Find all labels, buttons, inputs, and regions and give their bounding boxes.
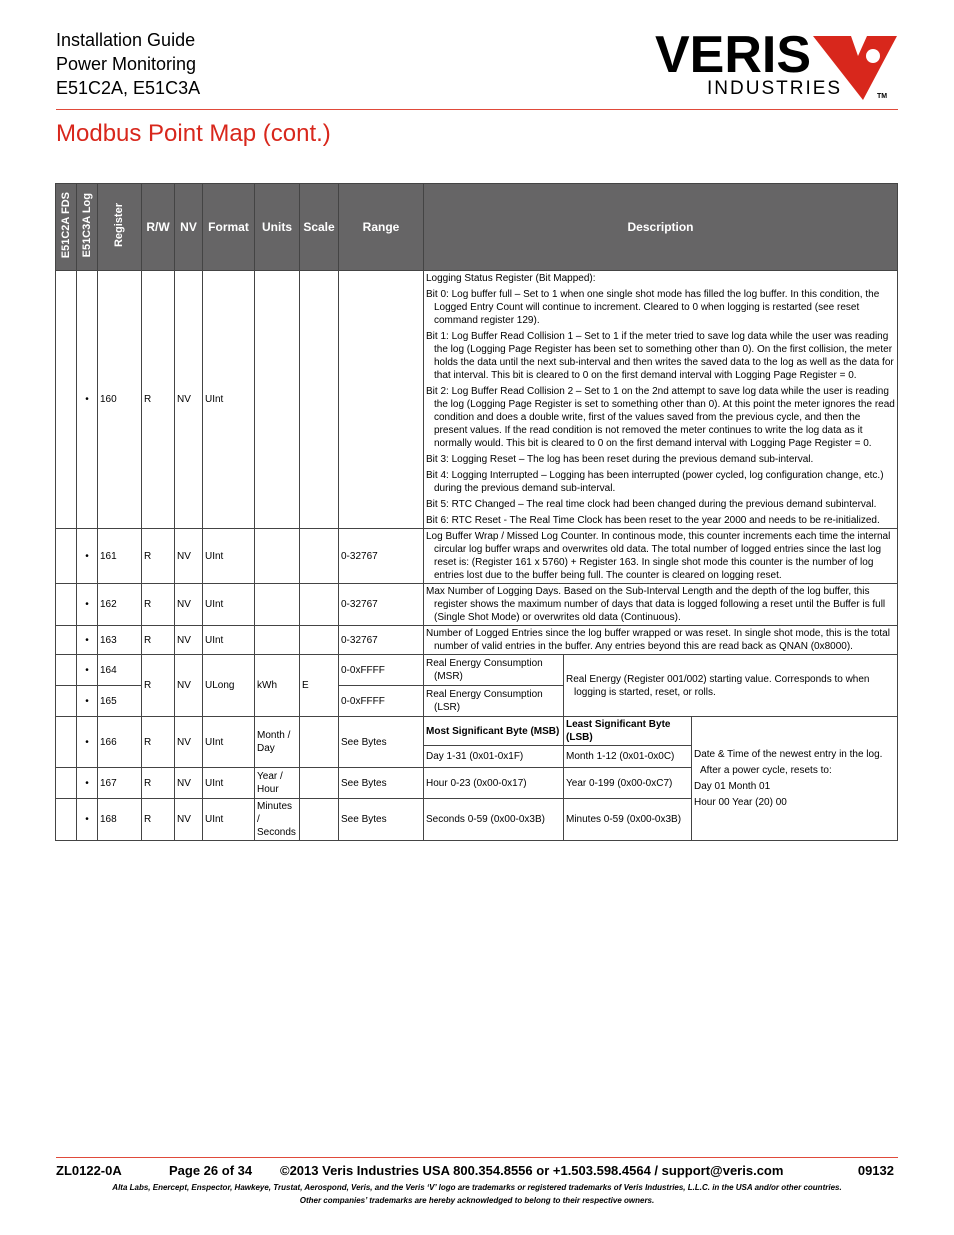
format-cell: ULong (203, 655, 255, 717)
description-cell: Real Energy Consumption (MSR) (424, 655, 564, 686)
col-header-format: Format (203, 184, 255, 271)
range-cell: 0-32767 (339, 626, 424, 655)
rw-cell: R (142, 584, 175, 626)
desc-line: Bit 6: RTC Reset - The Real Time Clock has been reset to the year 2000 and needs to be re-initialized. (426, 515, 880, 526)
col-header-units: Units (255, 184, 300, 271)
register-cell: 167 (98, 768, 142, 799)
range-cell: 0-0xFFFF (339, 655, 424, 686)
doc-number: ZL0122-0A (56, 1163, 122, 1178)
rw-cell: R (142, 799, 175, 841)
format-cell: UInt (203, 271, 255, 529)
log-marker: • (77, 686, 98, 717)
table-row (56, 655, 898, 686)
table-row (56, 717, 898, 746)
log-marker: • (77, 529, 98, 584)
msb-cell: Hour 0-23 (0x00-0x17) (424, 768, 564, 799)
units-cell: Month / Day (255, 717, 300, 768)
nv-cell: NV (175, 799, 203, 841)
modbus-point-map-table (55, 183, 898, 841)
rw-cell: R (142, 529, 175, 584)
col-header-nv: NV (175, 184, 203, 271)
register-cell: 168 (98, 799, 142, 841)
nv-cell: NV (175, 529, 203, 584)
register-cell: 162 (98, 584, 142, 626)
log-marker: • (77, 626, 98, 655)
description-cell: Real Energy (Register 001/002) starting value. Corresponds to when logging is started, reset, or rolls. (564, 655, 898, 717)
nv-cell: NV (175, 271, 203, 529)
register-cell: 164 (98, 655, 142, 686)
header-line-2: Power Monitoring (56, 54, 197, 74)
msb-cell: Seconds 0-59 (0x00-0x3B) (424, 799, 564, 841)
msb-cell: Day 1-31 (0x01-0x1F) (424, 746, 564, 768)
format-cell: UInt (203, 626, 255, 655)
nv-cell: NV (175, 655, 203, 717)
logo-v-dot (866, 49, 880, 63)
page-number: Page 26 of 34 (169, 1163, 253, 1178)
register-cell: 166 (98, 717, 142, 768)
trademark-notice-2: Other companies’ trademarks are hereby acknowledged to belong to their respective owners. (299, 1196, 655, 1205)
table-header-row (56, 184, 898, 271)
col-header-log: E51C3A Log (80, 193, 93, 258)
range-cell: See Bytes (339, 768, 424, 799)
lsb-cell: Minutes 0-59 (0x00-0x3B) (564, 799, 692, 841)
logo-wordmark: VERIS (655, 28, 812, 84)
header-line-3: E51C2A, E51C3A (56, 78, 201, 98)
rw-cell: R (142, 717, 175, 768)
header-divider (56, 109, 898, 110)
nv-cell: NV (175, 717, 203, 768)
description-cell: Real Energy Consumption (LSR) (424, 686, 564, 717)
units-cell: Minutes / Seconds (255, 799, 300, 841)
col-header-register: Register (113, 203, 125, 248)
log-marker: • (77, 768, 98, 799)
rw-cell: R (142, 655, 175, 717)
footer-divider (56, 1157, 898, 1158)
logo-subtext: INDUSTRIES (707, 78, 843, 99)
header-line-1: Installation Guide (56, 30, 196, 50)
rw-cell: R (142, 271, 175, 529)
register-cell: 163 (98, 626, 142, 655)
range-cell: See Bytes (339, 799, 424, 841)
rw-cell: R (142, 626, 175, 655)
register-cell: 165 (98, 686, 142, 717)
desc-line: Bit 4: Logging Interrupted – Logging has been interrupted (power cycled, log configuration change, etc.) during the previous demand sub-interval. (426, 470, 884, 494)
scale-cell: E (300, 655, 339, 717)
contact-info: ©2013 Veris Industries USA 800.354.8556 or +1.503.598.4564 / support@veris.com (280, 1163, 784, 1178)
lsb-header: Least Significant Byte (LSB) (564, 717, 692, 746)
range-cell: 0-32767 (339, 584, 424, 626)
log-marker: • (77, 799, 98, 841)
desc-line: Bit 5: RTC Changed – The real time clock had been changed during the previous demand subinterval. (426, 499, 877, 510)
trademark-notice: Alta Labs, Enercept, Enspector, Hawkeye, Trustat, Aerospond, Veris, and the Veris ‘V’ logo are trademarks or registered trademarks of Veris Industries, L.L.C. in the USA and/or other countries. (112, 1183, 842, 1192)
msb-header: Most Significant Byte (MSB) (424, 717, 564, 746)
page-title: Modbus Point Map (cont.) (56, 120, 331, 147)
log-marker: • (77, 584, 98, 626)
document-header (56, 28, 200, 100)
log-marker: • (77, 655, 98, 686)
col-header-scale: Scale (300, 184, 339, 271)
col-header-fds: E51C2A FDS (59, 192, 72, 259)
format-cell: UInt (203, 529, 255, 584)
table-row (56, 626, 898, 655)
register-cell: 160 (98, 271, 142, 529)
format-cell: UInt (203, 799, 255, 841)
desc-line: Bit 3: Logging Reset – The log has been reset during the previous demand sub-interval. (426, 454, 814, 465)
lsb-cell: Month 1-12 (0x01-0x0C) (564, 746, 692, 768)
col-header-rw: R/W (142, 184, 175, 271)
log-marker: • (77, 717, 98, 768)
format-cell: UInt (203, 717, 255, 768)
col-header-description: Description (424, 184, 898, 271)
range-cell: See Bytes (339, 717, 424, 768)
table-row (56, 529, 898, 584)
description-cell: Log Buffer Wrap / Missed Log Counter. In continous mode, this counter increments each time the internal circular log buffer wraps and overwrites old data. The total number of logged entries since the last log reset is: (Register 161 x 5760) + Register 163. In single shot mode this counter is the number of log entries lost due to the buffer being full. The counter is cleared on logging reset. (424, 529, 898, 584)
description-cell (424, 271, 898, 529)
desc-line: Bit 2: Log Buffer Read Collision 2 – Set to 1 on the 2nd attempt to save log data while the user is reading the log (Logging Page Register is set to something other than 0). At this point the meter ignores the read condition and does a double write, first of the values saved from the previous cycle, and then the present values. If the read condition is not removed the meter continues to write the log data as it normally would. This bit is cleared to 0 on the first demand interval with Logging Page Register = 0. (426, 386, 895, 449)
description-cell: Number of Logged Entries since the log buffer wrapped or was reset. In single shot mode, this is the total number of valid entries in the buffer. Any entries beyond this are read back as QNAN (0x8000). (424, 626, 898, 655)
nv-cell: NV (175, 768, 203, 799)
units-cell: kWh (255, 655, 300, 717)
desc-line: Bit 1: Log Buffer Read Collision 1 – Set to 1 if the meter tried to save log data while the user was reading the log (Logging Page Register has been set to something other than 0). On the first collision, the meter holds the data until the next sub-interval and then writes the saved data to the log as well as the data for that interval. This bit is cleared to 0 on the first demand interval with Logging Page Register = 0. (426, 331, 894, 381)
units-cell: Year / Hour (255, 768, 300, 799)
col-header-range: Range (339, 184, 424, 271)
description-cell: Max Number of Logging Days. Based on the Sub-Interval Length and the depth of the log buffer, this register shows the maximum number of days that data is logged following a reset until the Buffer is full (Single Shot Mode) or overwrites old data (Continuous). (424, 584, 898, 626)
lsb-cell: Year 0-199 (0x00-0xC7) (564, 768, 692, 799)
nv-cell: NV (175, 626, 203, 655)
range-cell: 0-32767 (339, 529, 424, 584)
table-row (56, 271, 898, 529)
description-cell: Date & Time of the newest entry in the log. After a power cycle, resets to: Day 01 Month 01 Hour 00 Year (20) 00 (692, 717, 898, 841)
desc-line: Logging Status Register (Bit Mapped): (426, 273, 596, 284)
veris-logo (655, 28, 900, 106)
register-cell: 161 (98, 529, 142, 584)
format-cell: UInt (203, 768, 255, 799)
log-marker: • (77, 271, 98, 529)
range-cell: 0-0xFFFF (339, 686, 424, 717)
logo-tm: TM (877, 93, 888, 100)
table-row (56, 584, 898, 626)
revision-code: 09132 (857, 1163, 894, 1178)
rw-cell: R (142, 768, 175, 799)
nv-cell: NV (175, 584, 203, 626)
desc-line: Bit 0: Log buffer full – Set to 1 when one single shot mode has filled the log buffer. In this condition, the Logged Entry Count will continue to increment. Cleared to 0 when logging is restarted (see reset command register 129). (426, 289, 880, 326)
format-cell: UInt (203, 584, 255, 626)
